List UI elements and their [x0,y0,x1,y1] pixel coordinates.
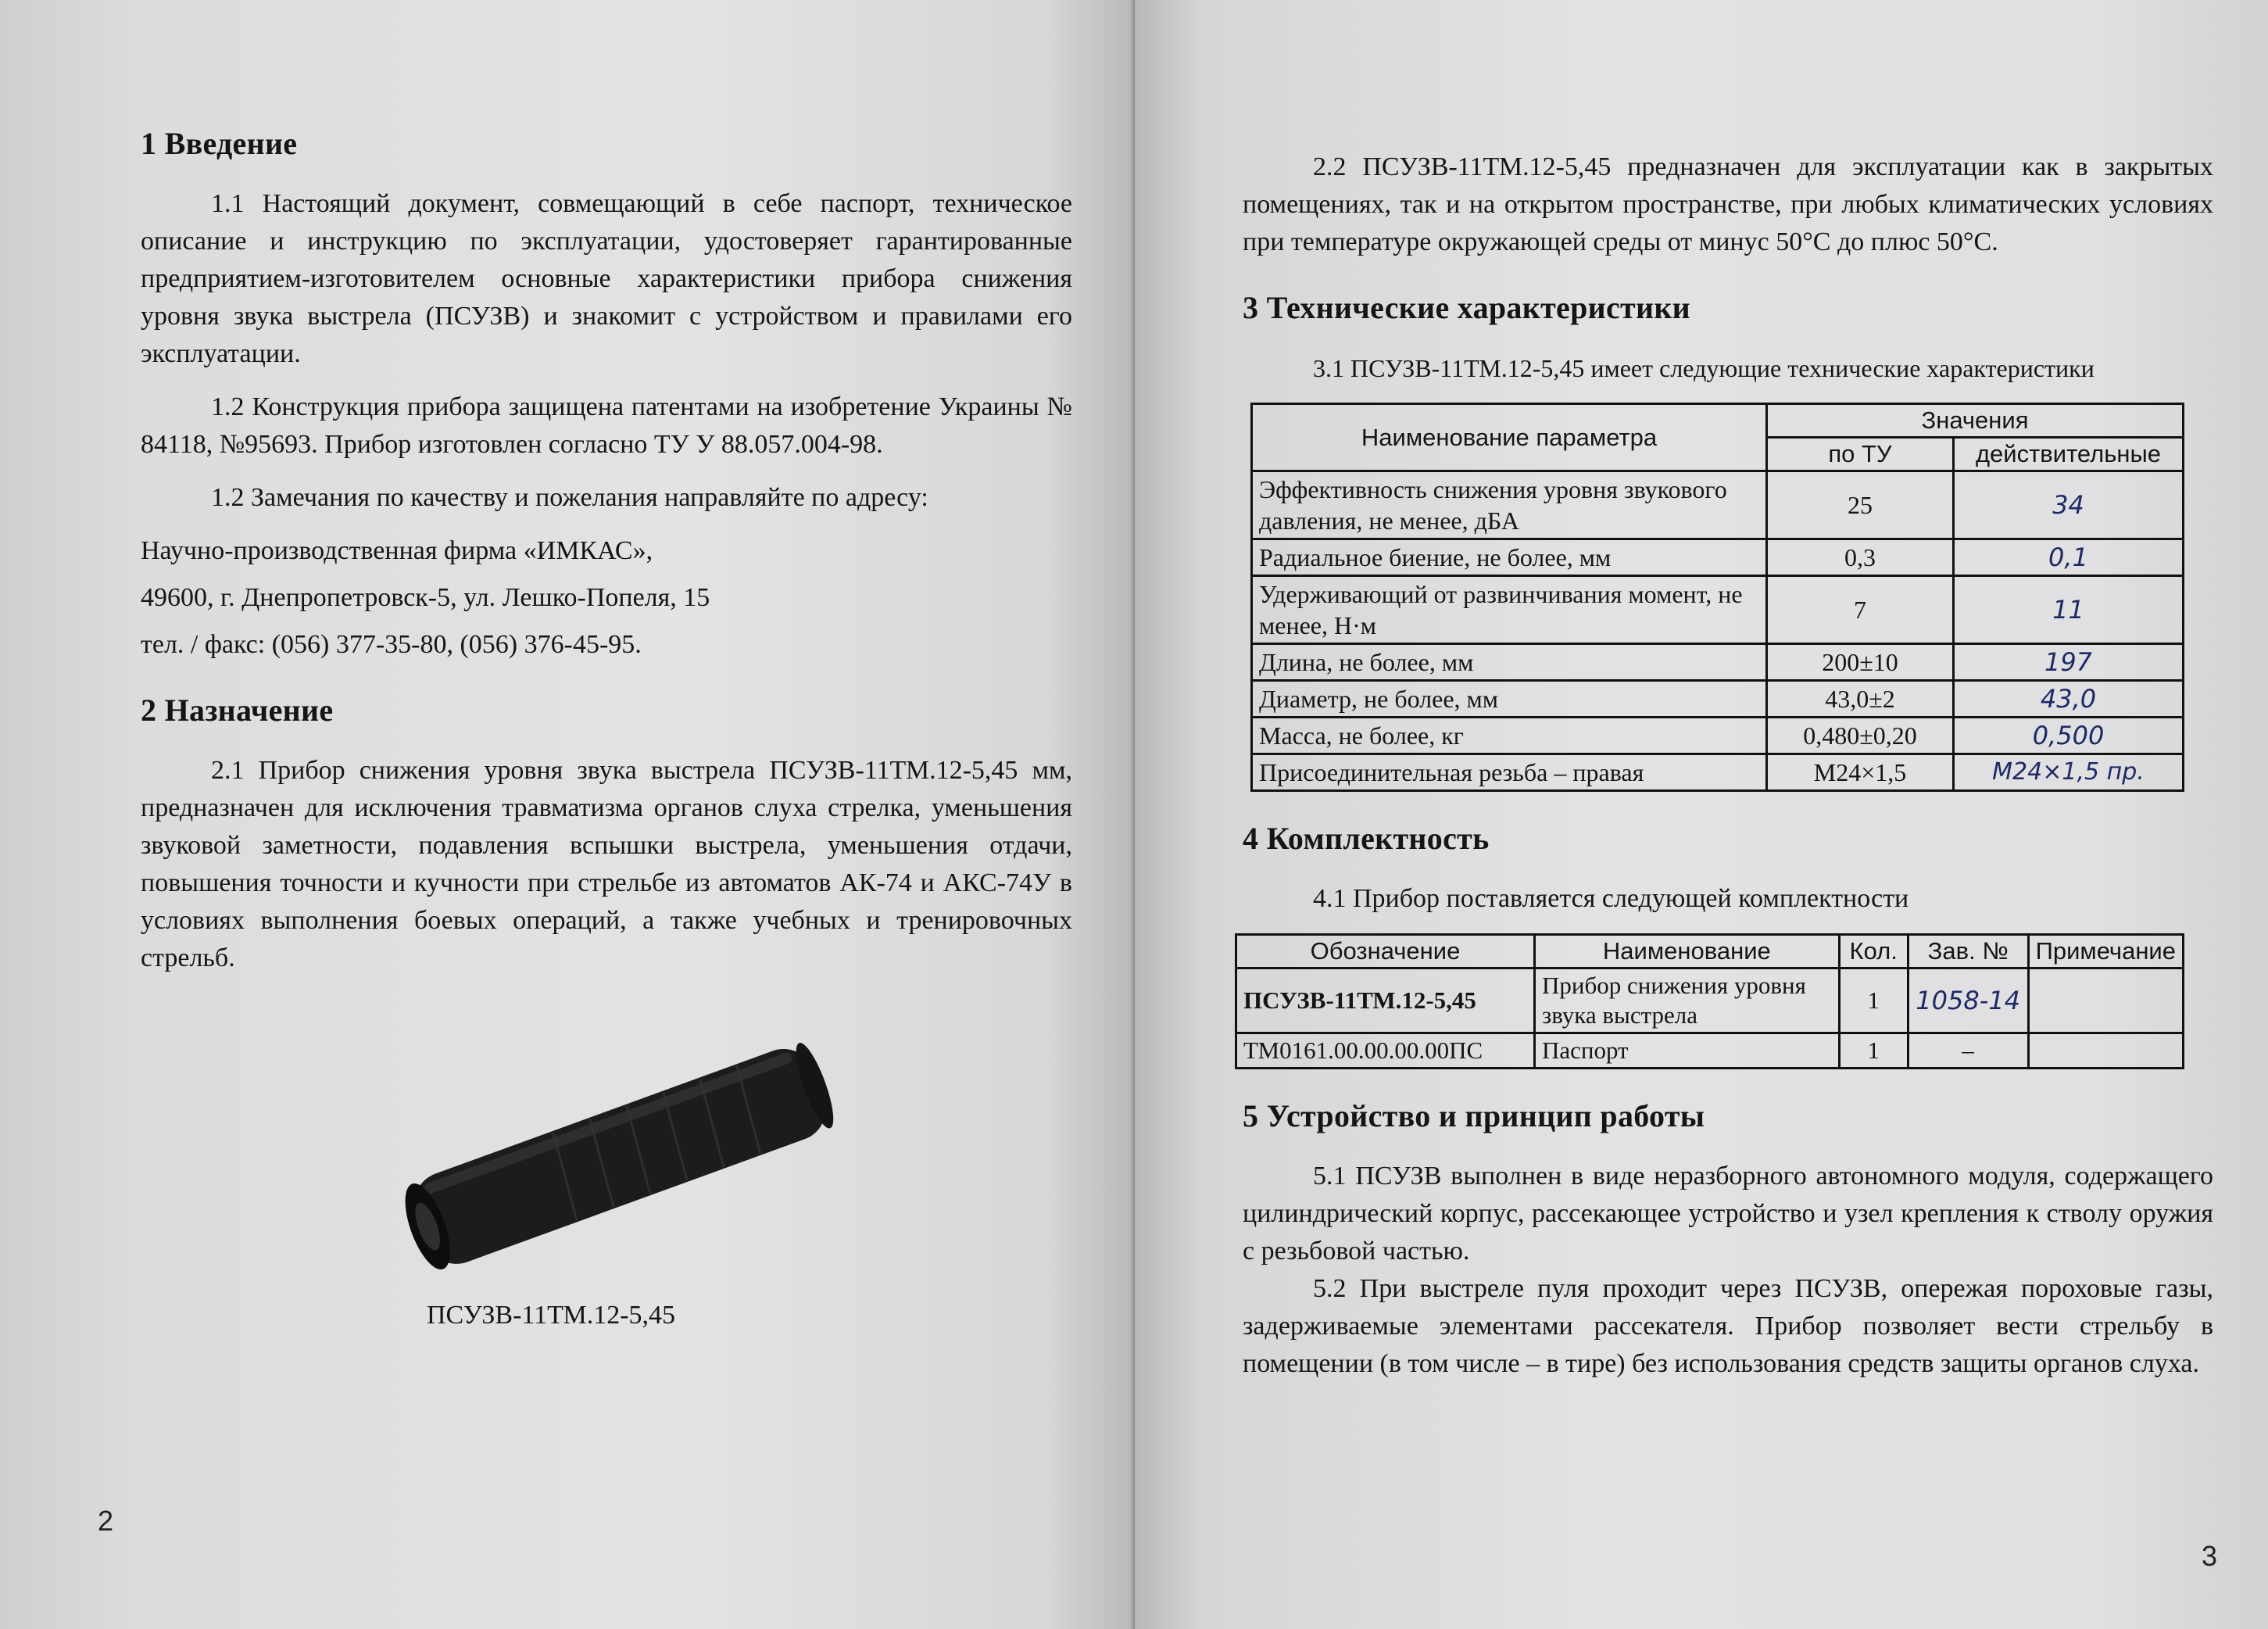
kit-header-name: Наименование [1534,935,1839,968]
spec-actual-handwritten: 0,1 [1954,539,2184,576]
kit-note [2028,1033,2183,1069]
kit-table [1235,933,2184,1069]
paragraph-4-1: 4.1 Прибор поставляется следующей комплектности [1313,884,1909,913]
spec-param: Длина, не более, мм [1252,644,1767,681]
paragraph-2-2: 2.2 ПСУЗВ-11ТМ.12-5,45 предназначен для эксплуатации как в закрытых помещениях, так и на открытом пространстве, при любых климатических условиях при температуре окружающей среды от минус 50°С до плюс 50°С. [1243,152,2213,256]
paragraph-1-2: 1.2 Конструкция прибора защищена патентами на изобретение Украины № 84118, №95693. Прибор изготовлен согласно ТУ У 88.057.004-98. [141,392,1072,459]
section-4-title: 4 Комплектность [1243,821,1490,856]
table-row [1252,718,2184,754]
spec-actual-handwritten: 0,500 [1954,718,2184,754]
paragraph-1-2b: 1.2 Замечания по качеству и пожелания направляйте по адресу: [211,483,928,512]
spec-actual-handwritten: 34 [1954,471,2184,539]
figure-caption: ПСУЗВ-11ТМ.12-5,45 [426,1301,676,1330]
section-2-title: 2 Назначение [141,693,334,728]
spec-tu: 0,3 [1767,539,1954,576]
specs-header-param: Наименование параметра [1252,404,1767,471]
kit-name: Паспорт [1534,1033,1839,1069]
section-3-title: 3 Технические характеристики [1243,290,1691,325]
specs-table [1250,403,2184,792]
kit-code: ПСУЗВ-11ТМ.12-5,45 [1236,968,1535,1033]
table-row [1252,644,2184,681]
table-row [1252,576,2184,644]
page-number-left: 2 [98,1505,114,1537]
table-row [1252,539,2184,576]
spec-tu: 200±10 [1767,644,1954,681]
kit-header-serial: Зав. № [1908,935,2028,968]
kit-code: ТМ0161.00.00.00.00ПС [1236,1033,1535,1069]
spec-tu: 25 [1767,471,1954,539]
kit-header-code: Обозначение [1236,935,1535,968]
spec-tu: 7 [1767,576,1954,644]
silencer-image [375,1024,860,1274]
table-row [1252,754,2184,791]
kit-note [2028,968,2183,1033]
kit-serial-handwritten: 1058-14 [1908,968,2028,1033]
spec-param: Эффективность снижения уровня звукового давления, не менее, дБА [1252,471,1767,539]
spec-param: Присоединительная резьба – правая [1252,754,1767,791]
silencer-photo [375,1024,860,1274]
table-row [1252,471,2184,539]
paragraph-5-2: 5.2 При выстреле пуля проходит через ПСУЗВ, опережая пороховые газы, задерживаемые элементами рассекателя. Прибор позволяет вести стрельбу в помещении (в том числе – в тире) без использования средств защиты органов слуха. [1243,1274,2213,1378]
address-phone: тел. / факс: (056) 377-35-80, (056) 376-45-95. [141,630,642,659]
spec-actual-handwritten: М24×1,5 пр. [1954,754,2184,791]
spec-tu: 0,480±0,20 [1767,718,1954,754]
kit-header-qty: Кол. [1839,935,1908,968]
table-row [1236,968,2184,1033]
spec-actual-handwritten: 43,0 [1954,681,2184,718]
page-number-right: 3 [2202,1540,2218,1572]
kit-header-note: Примечание [2028,935,2183,968]
spec-actual-handwritten: 11 [1954,576,2184,644]
kit-qty: 1 [1839,1033,1908,1069]
section-1-title: 1 Введение [141,126,298,161]
address-street: 49600, г. Днепропетровск-5, ул. Лешко-Попеля, 15 [141,583,710,612]
spec-param: Радиальное биение, не более, мм [1252,539,1767,576]
spec-tu: М24×1,5 [1767,754,1954,791]
address-company: Научно-производственная фирма «ИМКАС», [141,536,653,565]
spec-param: Масса, не более, кг [1252,718,1767,754]
spec-param: Диаметр, не более, мм [1252,681,1767,718]
spec-param: Удерживающий от развинчивания момент, не менее, Н·м [1252,576,1767,644]
paragraph-2-1: 2.1 Прибор снижения уровня звука выстрела ПСУЗВ-11ТМ.12-5,45 мм, предназначен для исключения травматизма органов слуха стрелка, уменьшения звуковой заметности, подавления вспышки выстрела, уменьшения отдачи, повышения точности и кучности при стрельбе из автоматов АК-74 и АКС-74У в условиях выполнения боевых операций, а также учебных и тренировочных стрельб. [141,756,1072,972]
spec-tu: 43,0±2 [1767,681,1954,718]
kit-serial: – [1908,1033,2028,1069]
specs-header-actual: действительные [1954,438,2184,471]
kit-qty: 1 [1839,968,1908,1033]
spec-actual-handwritten: 197 [1954,644,2184,681]
table-row [1236,1033,2184,1069]
right-page [1135,0,2268,1629]
table-row [1252,681,2184,718]
paragraph-3-1: 3.1 ПСУЗВ-11ТМ.12-5,45 имеет следующие технические характеристики [1313,354,2095,382]
paragraph-1-1: 1.1 Настоящий документ, совмещающий в себе паспорт, техническое описание и инструкцию по эксплуатации, удостоверяет гарантированные предприятием-изготовителем основные характеристики прибора снижения уровня звука выстрела (ПСУЗВ) и знакомит с устройством и правилами его эксплуатации. [141,189,1072,368]
specs-header-tu: по ТУ [1767,438,1954,471]
kit-name: Прибор снижения уровня звука выстрела [1534,968,1839,1033]
section-5-title: 5 Устройство и принцип работы [1243,1098,1705,1133]
paragraph-5-1: 5.1 ПСУЗВ выполнен в виде неразборного автономного модуля, содержащего цилиндрический корпус, рассекающее устройство и узел крепления к стволу оружия с резьбовой частью. [1243,1162,2213,1266]
specs-header-values: Значения [1767,404,2184,438]
